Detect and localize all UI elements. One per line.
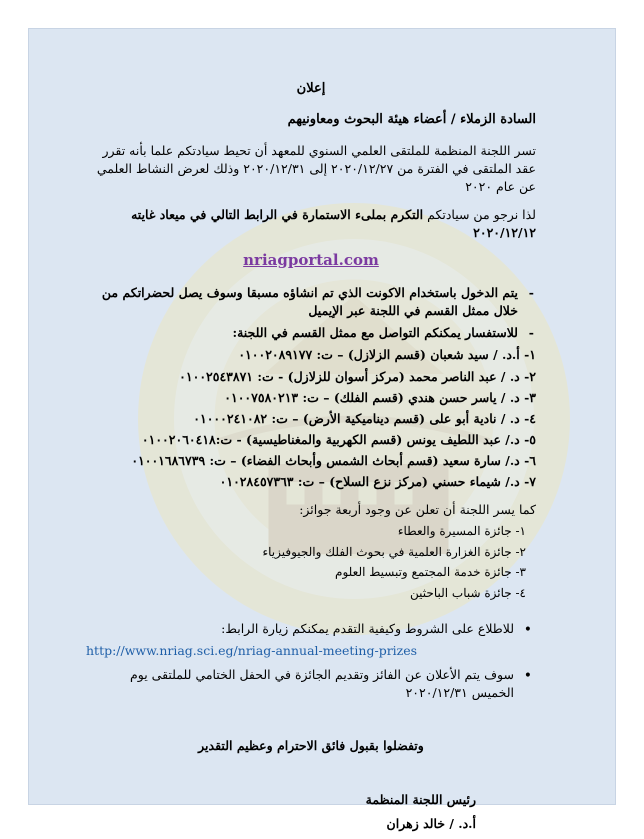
contact-item: ١- أ.د. / سيد شعبان (قسم الزلازل) – ت: ٠١٠٠٢٠٨٩١٧٧ [238, 347, 536, 363]
portal-link[interactable]: nriagportal.com [243, 251, 379, 270]
notes-list [86, 620, 536, 638]
prize-item: ٣- جائزة خدمة المجتمع وتبسيط العلوم [335, 565, 526, 580]
prizes-list [86, 523, 536, 602]
signature-role: رئيس اللجنة المنظمة [365, 791, 476, 807]
contact-item: ٤- د. / نادية أبو على (قسم ديناميكية الأرض) – ت: ٠١٠٠٠٢٤١٠٨٢ [193, 410, 536, 426]
request-bold: التكرم بملىء الاستمارة في الرابط التالي في ميعاد غايته ٢٠٢٠/١٢/١٢ [131, 207, 536, 241]
terms-note: • للاطلاع على الشروط وكيفية التقدم يمكنكم زيارة الرابط: [86, 620, 536, 638]
request-prefix: لذا نرجو من سيادتكم [423, 207, 536, 223]
closing-line: وتفضلوا بقبول فائق الاحترام وعظيم التقدير [198, 737, 424, 753]
signature-name: أ.د. / خالد زهران [386, 815, 476, 831]
contact-item: ٥- د./ عبد اللطيف يونس (قسم الكهربية والمغناطيسية) - ت:٠١٠٠٢٠٦٠٤١٨ [141, 431, 536, 447]
contact-item: ٣- د. / ياسر حسن هندي (قسم الفلك) – ت: ٠١٠٠٧٥٨٠٢١٣ [224, 389, 536, 405]
prize-item: ٢- جائزة الغزارة العلمية في بحوث الفلك والجيوفيزياء [262, 544, 526, 559]
contact-item: ٧- د./ شيماء حسني (مركز نزع السلاح) – ت: ٠١٠٢٨٤٥٧٣٦٣ [219, 474, 536, 490]
prizes-intro: كما يسر اللجنة أن تعلن عن وجود أربعة جوائز: [299, 502, 536, 518]
request-paragraph [86, 206, 536, 242]
signature-block [86, 791, 536, 833]
prize-item: ٤- جائزة شباب الباحثين [410, 585, 526, 600]
addressee: السادة الزملاء / أعضاء هيئة البحوث ومعاونيهم [287, 111, 536, 127]
ceremony-note: • سوف يتم الأعلان عن الفائز وتقديم الجائزة في الحفل الختامي للملتقى يوم الخميس ٢٠٢٠/١٢/٣١ [86, 666, 536, 702]
announcement [86, 80, 536, 839]
instructions-list [86, 284, 536, 342]
intro-paragraph: تسر اللجنة المنظمة للملتقى العلمي السنوي للمعهد أن تحيط سيادتكم علما بأنه تقرر عقد الملتقى في الفترة من ٢٠٢٠/١٢/٢٧ إلى ٢٠٢٠/١٢/٣١ وذلك لعرض النشاط العلمي عن عام ٢٠٢٠ [96, 142, 536, 194]
ceremony-list [86, 666, 536, 702]
instruction-item: - للاستفسار يمكنكم التواصل مع ممثل القسم في اللجنة: [86, 324, 536, 342]
contact-item: ٢- د. / عبد الناصر محمد (مركز أسوان للزلازل) - ت: ٠١٠٠٢٥٤٣٨٧١ [179, 368, 536, 384]
announcement-title: إعلان [296, 81, 326, 96]
instruction-item: - يتم الدخول باستخدام الاكونت الذي تم انشاؤه مسبقا وسوف يصل لحضراتكم من خلال ممثل القسم في اللجنة عبر الإيميل [86, 284, 536, 320]
prizes-url-link[interactable]: http://www.nriag.sci.eg/nriag-annual-meeting-prizes [86, 643, 418, 659]
contact-item: ٦- د./ سارة سعيد (قسم أبحاث الشمس وأبحاث الفضاء) – ت: ٠١٠٠١٦٨٦٧٣٩ [131, 453, 536, 469]
prize-item: ١- جائزة المسيرة والعطاء [397, 524, 526, 539]
contacts-list [86, 346, 536, 491]
